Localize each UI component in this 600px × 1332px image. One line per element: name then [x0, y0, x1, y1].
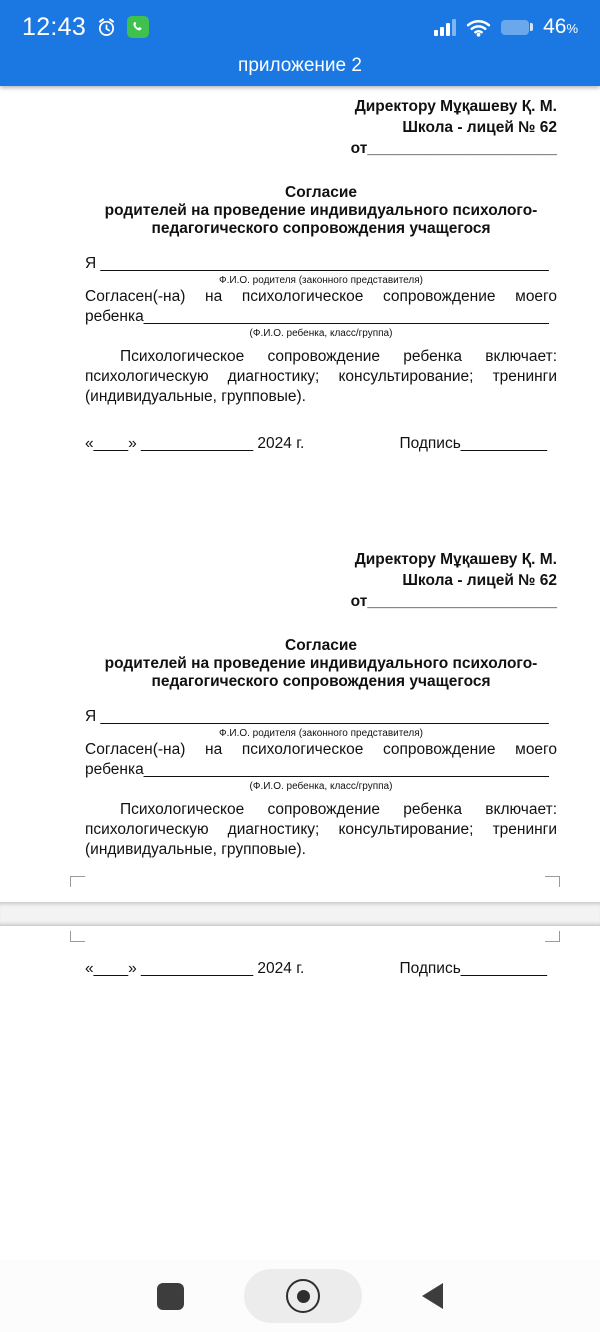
form-title-line-2: родителей на проведение индивидуального психолого- [104, 202, 538, 219]
page-start-crop-marks [0, 930, 600, 942]
crop-mark-right-icon [545, 931, 560, 942]
from-line [85, 591, 557, 612]
crop-mark-right-icon [545, 876, 560, 887]
recipient-line-2: Школа - лицей № 62 [402, 572, 557, 589]
consent-line: Согласен(-на) на психологическое сопровождение моего [85, 288, 557, 305]
from-blank: ______________________ [367, 140, 557, 157]
signature-blank: __________ [460, 435, 547, 452]
app-header [0, 54, 600, 86]
signal-icon [434, 19, 456, 36]
child-prefix: ребенка [85, 308, 144, 325]
recipient-line-1: Директору Мұқашеву Қ. М. [354, 551, 557, 568]
from-line [85, 138, 557, 159]
child-caption: (Ф.И.О. ребенка, класс/группа) [249, 781, 393, 792]
back-icon [422, 1283, 443, 1309]
home-pill [244, 1269, 362, 1323]
child-line [85, 307, 557, 327]
name-blank: ____________________________________________________ [100, 255, 549, 272]
from-label: от [350, 593, 368, 610]
page-title: приложение 2 [238, 55, 362, 76]
top-chrome [0, 0, 600, 86]
date-signature-row [0, 960, 600, 978]
whatsapp-icon [127, 16, 149, 38]
consent-line: Согласен(-на) на психологическое сопровождение моего [85, 741, 557, 758]
form-title-line-1: Согласие [285, 637, 357, 654]
from-label: от [350, 140, 368, 157]
form-title-line-3: педагогического сопровождения учащегося [151, 673, 491, 690]
wifi-icon [466, 18, 491, 37]
status-bar [0, 0, 600, 54]
name-line [85, 707, 557, 727]
child-blank: _______________________________________________ [143, 761, 549, 778]
clock-time: 12:43 [22, 12, 87, 41]
recipient-block [85, 96, 557, 159]
recents-button[interactable] [157, 1283, 184, 1310]
name-line [85, 254, 557, 274]
form-paragraph: Психологическое сопровождение ребенка включает: психологическую диагностику; консультирование; тренинги (индивидуальные, групповые). [85, 801, 557, 858]
child-blank: _______________________________________________ [143, 308, 549, 325]
signature-line [399, 960, 547, 978]
home-icon [286, 1279, 320, 1313]
battery-percent: 46% [543, 15, 578, 38]
form-title-line-3: педагогического сопровождения учащегося [151, 220, 491, 237]
form-title-line-2: родителей на проведение индивидуального психолого- [104, 655, 538, 672]
signature-blank: __________ [460, 960, 547, 977]
date-line: «____» _____________ 2024 г. [85, 435, 305, 452]
date-line: «____» _____________ 2024 г. [85, 960, 305, 977]
home-dot-icon [297, 1290, 310, 1303]
back-button[interactable] [422, 1283, 443, 1309]
form-paragraph: Психологическое сопровождение ребенка включает: психологическую диагностику; консультирование; тренинги (индивидуальные, групповые). [85, 348, 557, 405]
form-title [85, 184, 557, 238]
name-blank: ____________________________________________________ [100, 708, 549, 725]
page-break-band [0, 902, 600, 926]
android-nav-bar [0, 1260, 600, 1332]
child-line [85, 760, 557, 780]
crop-mark-left-icon [70, 931, 85, 942]
status-bar-right [434, 15, 578, 39]
form-body [85, 707, 557, 860]
date-signature-row [85, 434, 557, 454]
consent-form-copy-2 [0, 549, 600, 860]
form-body [85, 254, 557, 454]
crop-mark-left-icon [70, 876, 85, 887]
recipient-block [85, 549, 557, 612]
consent-form-copy-1 [0, 96, 600, 454]
child-prefix: ребенка [85, 761, 144, 778]
recipient-line-2: Школа - лицей № 62 [402, 119, 557, 136]
battery-icon [501, 20, 533, 35]
signature-label: Подпись [399, 960, 461, 977]
document-viewer[interactable] [0, 96, 600, 978]
signature-label: Подпись [399, 435, 461, 452]
page-end-crop-marks [0, 876, 600, 888]
signature-line [399, 434, 547, 454]
status-bar-left [22, 13, 149, 42]
recents-icon [157, 1283, 184, 1310]
form-title [85, 637, 557, 691]
name-prefix: Я [85, 708, 101, 725]
recipient-line-1: Директору Мұқашеву Қ. М. [354, 98, 557, 115]
child-caption: (Ф.И.О. ребенка, класс/группа) [249, 328, 393, 339]
parent-caption: Ф.И.О. родителя (законного представителя) [219, 728, 423, 739]
parent-caption: Ф.И.О. родителя (законного представителя) [219, 275, 423, 286]
from-blank: ______________________ [367, 593, 557, 610]
home-button[interactable] [244, 1269, 362, 1323]
form-title-line-1: Согласие [285, 184, 357, 201]
alarm-icon [96, 17, 117, 38]
name-prefix: Я [85, 255, 101, 272]
